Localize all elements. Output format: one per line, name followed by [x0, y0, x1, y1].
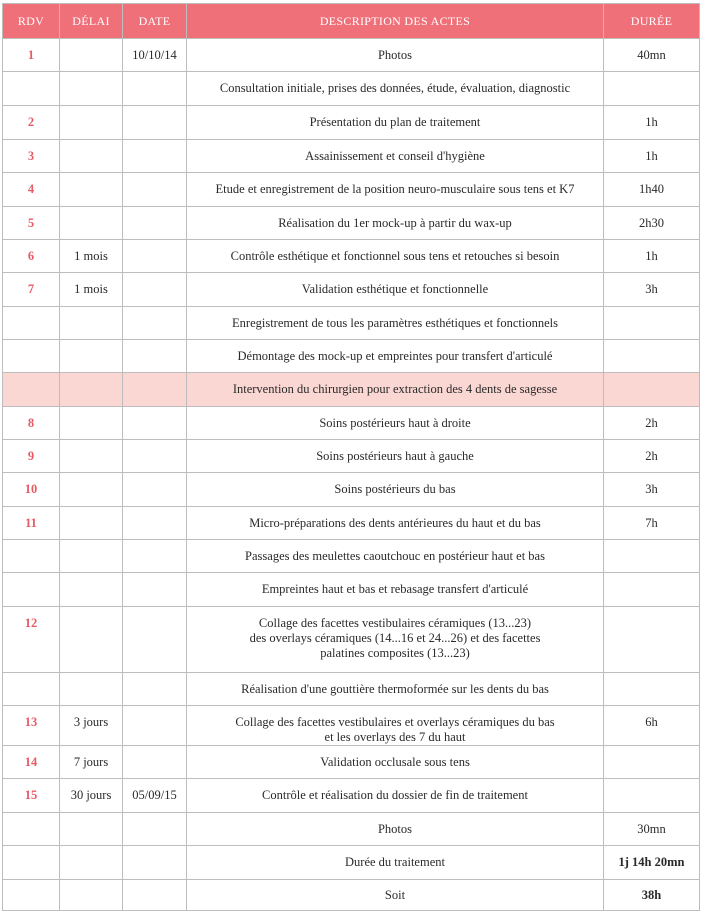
table-row	[3, 407, 700, 440]
cell-rdv: 9	[3, 440, 60, 473]
cell-duree: 7h	[604, 507, 700, 540]
cell-rdv: 12	[3, 607, 60, 673]
table-row	[3, 240, 700, 273]
cell-delai: 30 jours	[60, 779, 123, 813]
cell-delai: 1 mois	[60, 273, 123, 307]
cell-date	[123, 507, 187, 540]
cell-description	[187, 573, 604, 607]
header-description: DESCRIPTION DES ACTES	[187, 4, 604, 39]
cell-delai	[60, 39, 123, 72]
description-line: Intervention du chirurgien pour extraction des 4 dents de sagesse	[232, 382, 558, 396]
cell-rdv	[3, 540, 60, 573]
cell-duree	[604, 307, 700, 340]
cell-date	[123, 307, 187, 340]
description-line: Etude et enregistrement de la position neuro-musculaire sous tens et K7	[215, 182, 575, 196]
cell-duree	[604, 340, 700, 373]
cell-description	[187, 813, 604, 846]
cell-description	[187, 207, 604, 240]
cell-description	[187, 507, 604, 540]
cell-delai	[60, 540, 123, 573]
cell-duree	[604, 607, 700, 673]
cell-duree: 6h	[604, 706, 700, 746]
cell-delai	[60, 607, 123, 673]
cell-date	[123, 473, 187, 507]
cell-delai	[60, 207, 123, 240]
cell-duree	[604, 573, 700, 607]
cell-rdv: 13	[3, 706, 60, 746]
cell-rdv	[3, 307, 60, 340]
cell-description	[187, 373, 604, 407]
cell-date	[123, 140, 187, 173]
cell-description	[187, 746, 604, 779]
cell-date	[123, 207, 187, 240]
cell-duree: 30mn	[604, 813, 700, 846]
table-row	[3, 39, 700, 72]
cell-duree	[604, 540, 700, 573]
cell-description	[187, 407, 604, 440]
description-line: Passages des meulettes caoutchouc en postérieur haut et bas	[245, 548, 545, 563]
cell-date	[123, 407, 187, 440]
cell-duree	[604, 779, 700, 813]
cell-description	[187, 39, 604, 72]
cell-description	[187, 779, 604, 813]
cell-description	[187, 607, 604, 673]
description-line: palatines composites (13...23)	[320, 646, 470, 660]
cell-rdv: 3	[3, 140, 60, 173]
table-row	[3, 706, 700, 746]
table-row	[3, 340, 700, 373]
description-line: Soins postérieurs haut à droite	[319, 415, 471, 430]
cell-delai	[60, 507, 123, 540]
header-date: DATE	[123, 4, 187, 39]
cell-date	[123, 880, 187, 911]
table-row	[3, 373, 700, 407]
table-row	[3, 207, 700, 240]
cell-duree: 2h	[604, 407, 700, 440]
cell-delai	[60, 813, 123, 846]
cell-rdv	[3, 880, 60, 911]
cell-delai	[60, 72, 123, 106]
cell-description	[187, 173, 604, 207]
description-line: Soins postérieurs haut à gauche	[316, 448, 474, 463]
description-line: Photos	[377, 47, 413, 62]
cell-description	[187, 106, 604, 140]
description-line: Contrôle et réalisation du dossier de fin de traitement	[262, 788, 528, 802]
cell-date	[123, 106, 187, 140]
table-row	[3, 573, 700, 607]
table-body	[3, 39, 700, 911]
cell-duree: 1j 14h 20mn	[604, 846, 700, 880]
cell-duree	[604, 746, 700, 779]
cell-rdv	[3, 340, 60, 373]
header-delai: DÉLAI	[60, 4, 123, 39]
cell-date	[123, 540, 187, 573]
cell-delai: 3 jours	[60, 706, 123, 746]
cell-delai	[60, 373, 123, 407]
cell-duree	[604, 72, 700, 106]
description-line: Enregistrement de tous les paramètres esthétiques et fonctionnels	[232, 315, 558, 330]
cell-duree: 2h30	[604, 207, 700, 240]
cell-date: 10/10/14	[123, 39, 187, 72]
table-row	[3, 540, 700, 573]
description-line: Durée du traitement	[345, 855, 445, 869]
cell-rdv: 1	[3, 39, 60, 72]
cell-description	[187, 473, 604, 507]
table-row	[3, 880, 700, 911]
cell-rdv	[3, 813, 60, 846]
description-line: et les overlays des 7 du haut	[324, 730, 466, 744]
cell-date	[123, 373, 187, 407]
description-line: des overlays céramiques (14...16 et 24...26) et des facettes	[249, 631, 541, 645]
cell-rdv: 11	[3, 507, 60, 540]
table-row	[3, 140, 700, 173]
table-row	[3, 72, 700, 106]
cell-date	[123, 240, 187, 273]
cell-duree: 40mn	[604, 39, 700, 72]
cell-date	[123, 340, 187, 373]
description-line: Photos	[377, 821, 413, 836]
cell-description	[187, 673, 604, 706]
cell-delai: 7 jours	[60, 746, 123, 779]
cell-date	[123, 746, 187, 779]
cell-rdv: 14	[3, 746, 60, 779]
cell-description	[187, 440, 604, 473]
cell-delai	[60, 106, 123, 140]
cell-rdv: 6	[3, 240, 60, 273]
table-row	[3, 607, 700, 673]
cell-rdv: 15	[3, 779, 60, 813]
cell-date	[123, 706, 187, 746]
cell-description	[187, 273, 604, 307]
description-line: Consultation initiale, prises des données, étude, évaluation, diagnostic	[219, 81, 571, 95]
cell-date	[123, 173, 187, 207]
cell-delai	[60, 440, 123, 473]
description-line: Assainissement et conseil d'hygiène	[305, 148, 485, 163]
cell-rdv	[3, 573, 60, 607]
cell-date	[123, 673, 187, 706]
description-line: Démontage des mock-up et empreintes pour transfert d'articulé	[237, 348, 553, 363]
cell-date	[123, 440, 187, 473]
cell-delai	[60, 880, 123, 911]
table-row	[3, 673, 700, 706]
description-line: Collage des facettes vestibulaires et overlays céramiques du bas	[235, 715, 555, 729]
cell-rdv: 7	[3, 273, 60, 307]
table-header-row	[3, 4, 700, 39]
table-row	[3, 273, 700, 307]
cell-date	[123, 573, 187, 607]
cell-description	[187, 706, 604, 746]
table-row	[3, 746, 700, 779]
cell-duree	[604, 673, 700, 706]
cell-description	[187, 140, 604, 173]
table-row	[3, 779, 700, 813]
cell-date	[123, 813, 187, 846]
cell-description	[187, 307, 604, 340]
cell-description	[187, 880, 604, 911]
description-line: Réalisation du 1er mock-up à partir du wax-up	[278, 215, 512, 230]
table-row	[3, 106, 700, 140]
cell-rdv	[3, 72, 60, 106]
description-line: Validation occlusale sous tens	[320, 754, 470, 769]
cell-duree: 38h	[604, 880, 700, 911]
cell-delai	[60, 307, 123, 340]
cell-date	[123, 273, 187, 307]
cell-date	[123, 607, 187, 673]
header-duree: DURÉE	[604, 4, 700, 39]
cell-description	[187, 72, 604, 106]
table-row	[3, 507, 700, 540]
cell-description	[187, 240, 604, 273]
description-line: Empreintes haut et bas et rebasage transfert d'articulé	[261, 582, 529, 596]
cell-rdv	[3, 373, 60, 407]
cell-delai	[60, 673, 123, 706]
description-line: Validation esthétique et fonctionnelle	[301, 282, 489, 296]
description-line: Soins postérieurs du bas	[334, 482, 456, 496]
cell-description	[187, 540, 604, 573]
description-line: Contrôle esthétique et fonctionnel sous tens et retouches si besoin	[230, 248, 560, 263]
cell-date: 05/09/15	[123, 779, 187, 813]
cell-rdv	[3, 673, 60, 706]
cell-duree	[604, 373, 700, 407]
cell-delai	[60, 846, 123, 880]
cell-delai	[60, 140, 123, 173]
table-row	[3, 813, 700, 846]
treatment-schedule-table	[2, 3, 700, 911]
cell-duree: 1h	[604, 106, 700, 140]
cell-description	[187, 846, 604, 880]
cell-duree: 1h	[604, 140, 700, 173]
cell-rdv: 2	[3, 106, 60, 140]
cell-delai	[60, 407, 123, 440]
cell-delai	[60, 340, 123, 373]
cell-delai: 1 mois	[60, 240, 123, 273]
cell-duree: 1h	[604, 240, 700, 273]
cell-duree: 3h	[604, 273, 700, 307]
table-row	[3, 307, 700, 340]
cell-duree: 2h	[604, 440, 700, 473]
cell-delai	[60, 173, 123, 207]
cell-rdv	[3, 846, 60, 880]
description-line: Soit	[384, 887, 406, 902]
cell-delai	[60, 573, 123, 607]
cell-rdv: 8	[3, 407, 60, 440]
table-row	[3, 473, 700, 507]
description-line: Présentation du plan de traitement	[309, 115, 481, 129]
description-line: Micro-préparations des dents antérieures du haut et du bas	[249, 515, 541, 530]
cell-rdv: 5	[3, 207, 60, 240]
description-line: Réalisation d'une gouttière thermoformée sur les dents du bas	[241, 681, 549, 696]
description-line: Collage des facettes vestibulaires céramiques (13...23)	[258, 616, 532, 630]
cell-date	[123, 846, 187, 880]
table-row	[3, 440, 700, 473]
cell-date	[123, 72, 187, 106]
table-row	[3, 846, 700, 880]
header-rdv: RDV	[3, 4, 60, 39]
cell-delai	[60, 473, 123, 507]
cell-rdv: 10	[3, 473, 60, 507]
cell-description	[187, 340, 604, 373]
cell-duree: 1h40	[604, 173, 700, 207]
cell-rdv: 4	[3, 173, 60, 207]
table-row	[3, 173, 700, 207]
cell-duree: 3h	[604, 473, 700, 507]
